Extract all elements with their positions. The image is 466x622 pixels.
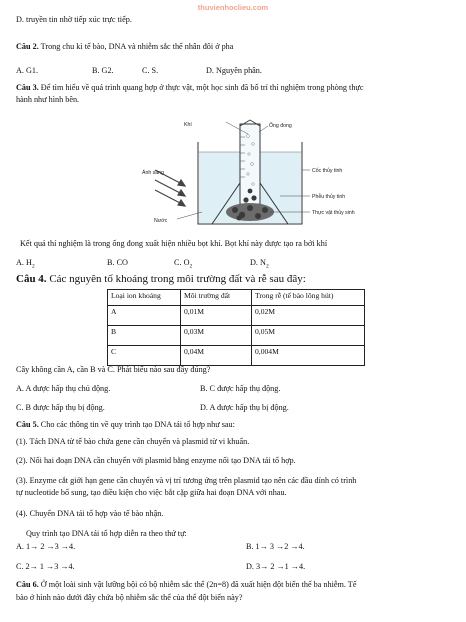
table-row — [108, 345, 365, 365]
q5-step-3: (3). Enzyme cắt giới hạn gene cần chuyển và vị trí tương ứng trên plasmid tạo nên các đầu dính có trình — [16, 476, 357, 485]
cell: B — [108, 325, 181, 345]
label-water: Nước — [154, 218, 168, 224]
q2-option-b: B. G2. — [92, 66, 114, 75]
q5-option-d: D. 3→ 2 →1 →4. — [246, 562, 306, 571]
label-tube: Ống đong — [269, 123, 292, 129]
cell: 0,004M — [252, 345, 365, 365]
cell: A — [108, 305, 181, 325]
q6-stem — [16, 580, 450, 590]
cell: 0,05M — [252, 325, 365, 345]
watermark: thuvienhoclieu.com — [197, 3, 269, 12]
q4-text: Các nguyên tố khoáng trong môi trường đất và rễ sau đây: — [46, 273, 306, 285]
header-root: Trong rễ (tế bào lông hút) — [252, 290, 365, 306]
q2-text: Trong chu kì tế bào, DNA và nhiễm sắc thể nhân đôi ở pha — [38, 42, 234, 51]
q3-label: Câu 3. — [16, 83, 39, 92]
q3-text-1: Để tìm hiểu về quá trình quang hợp ở thực vật, một học sinh đã bố trí thí nghiệm trong phòng thực — [38, 83, 364, 92]
q4-option-a: A. A được hấp thụ chủ động. — [16, 384, 111, 393]
q6-text-1: Ở một loài sinh vật lưỡng bội có bộ nhiễm sắc thể (2n=8) đã xuất hiện đột biến thể ba nhiễm. Tế — [38, 580, 357, 589]
header-ion: Loại ion khoáng — [108, 290, 181, 306]
q5-option-c: C. 2→ 1 →3 →4. — [16, 562, 75, 571]
q3-stem-2: hành như hình bên. — [16, 95, 80, 104]
q3-option-a: A. $H_2$ — [16, 258, 35, 270]
q3-result: Kết quả thí nghiệm là trong ống đong xuất hiện nhiều bọt khí. Bọt khí này được tạo ra bởi khí — [20, 239, 328, 248]
table-row — [108, 325, 365, 345]
ion-table — [107, 289, 365, 366]
q5-option-b: B. 1→ 3 →2 →4. — [246, 542, 305, 551]
q2-option-c: C. S. — [142, 66, 159, 75]
q3-stem — [16, 83, 450, 93]
cell: 0,01M — [181, 305, 252, 325]
q4-question: Cây không cần A, cần B và C. Phát biểu nào sau đây đúng? — [16, 365, 211, 374]
label-gas: Khí — [184, 122, 192, 128]
q4-stem — [16, 273, 450, 287]
q5-question: Quy trình tạo DNA tái tổ hợp diễn ra theo thứ tự: — [26, 529, 187, 538]
q4-label: Câu 4. — [16, 273, 47, 285]
label-funnel: Phễu thủy tinh — [312, 194, 346, 200]
ion-table-header — [108, 290, 365, 306]
q4-option-c: C. B được hấp thụ bị động. — [16, 403, 105, 412]
label-beaker: Cốc thủy tinh — [312, 168, 343, 174]
q2-stem — [16, 42, 450, 52]
cell: 0,02M — [252, 305, 365, 325]
label-light: Ánh sáng — [142, 170, 164, 176]
photosynthesis-diagram — [140, 112, 355, 232]
q3-option-b: B. CO — [107, 258, 128, 267]
q2-option-d: D. Nguyên phân. — [206, 66, 262, 75]
q4-option-b: B. C được hấp thụ động. — [200, 384, 281, 393]
cell: 0,04M — [181, 345, 252, 365]
q3-option-d: D. $N_2$ — [250, 258, 269, 270]
q5-step-3-cont: tự nucleotide bổ sung, tạo điều kiện cho việc bắt cặp giữa hai đoạn DNA với nhau. — [16, 488, 287, 497]
q5-option-a: A. 1→ 2 →3 →4. — [16, 542, 76, 551]
q5-step-2: (2). Nối hai đoạn DNA cần chuyển với plasmid bằng enzyme nối tạo DNA tái tổ hợp. — [16, 456, 296, 465]
q2-option-a: A. G1. — [16, 66, 39, 75]
q4-option-d: D. A được hấp thụ bị động. — [200, 403, 289, 412]
table-row — [108, 305, 365, 325]
q5-step-4: (4). Chuyển DNA tái tổ hợp vào tế bào nhận. — [16, 509, 164, 518]
cell: C — [108, 345, 181, 365]
header-soil: Môi trường đất — [181, 290, 252, 306]
q5-label: Câu 5. — [16, 420, 39, 429]
label-plant: Thực vật thủy sinh — [312, 210, 355, 216]
q6-stem-2: bào ở hình nào dưới đây chứa bộ nhiễm sắc thể của thể đột biến này? — [16, 593, 243, 602]
q6-label: Câu 6. — [16, 580, 39, 589]
q5-stem — [16, 420, 450, 430]
cell: 0,03M — [181, 325, 252, 345]
q5-step-1: (1). Tách DNA từ tế bào chứa gene cần chuyển và plasmid từ vi khuẩn. — [16, 437, 250, 446]
q2-label: Câu 2. — [16, 42, 39, 51]
previous-option-d: D. truyền tin nhờ tiếp xúc trực tiếp. — [16, 15, 132, 24]
q3-option-c: C. $O_2$ — [174, 258, 193, 270]
q5-text: Cho các thông tin về quy trình tạo DNA tái tổ hợp như sau: — [38, 420, 235, 429]
